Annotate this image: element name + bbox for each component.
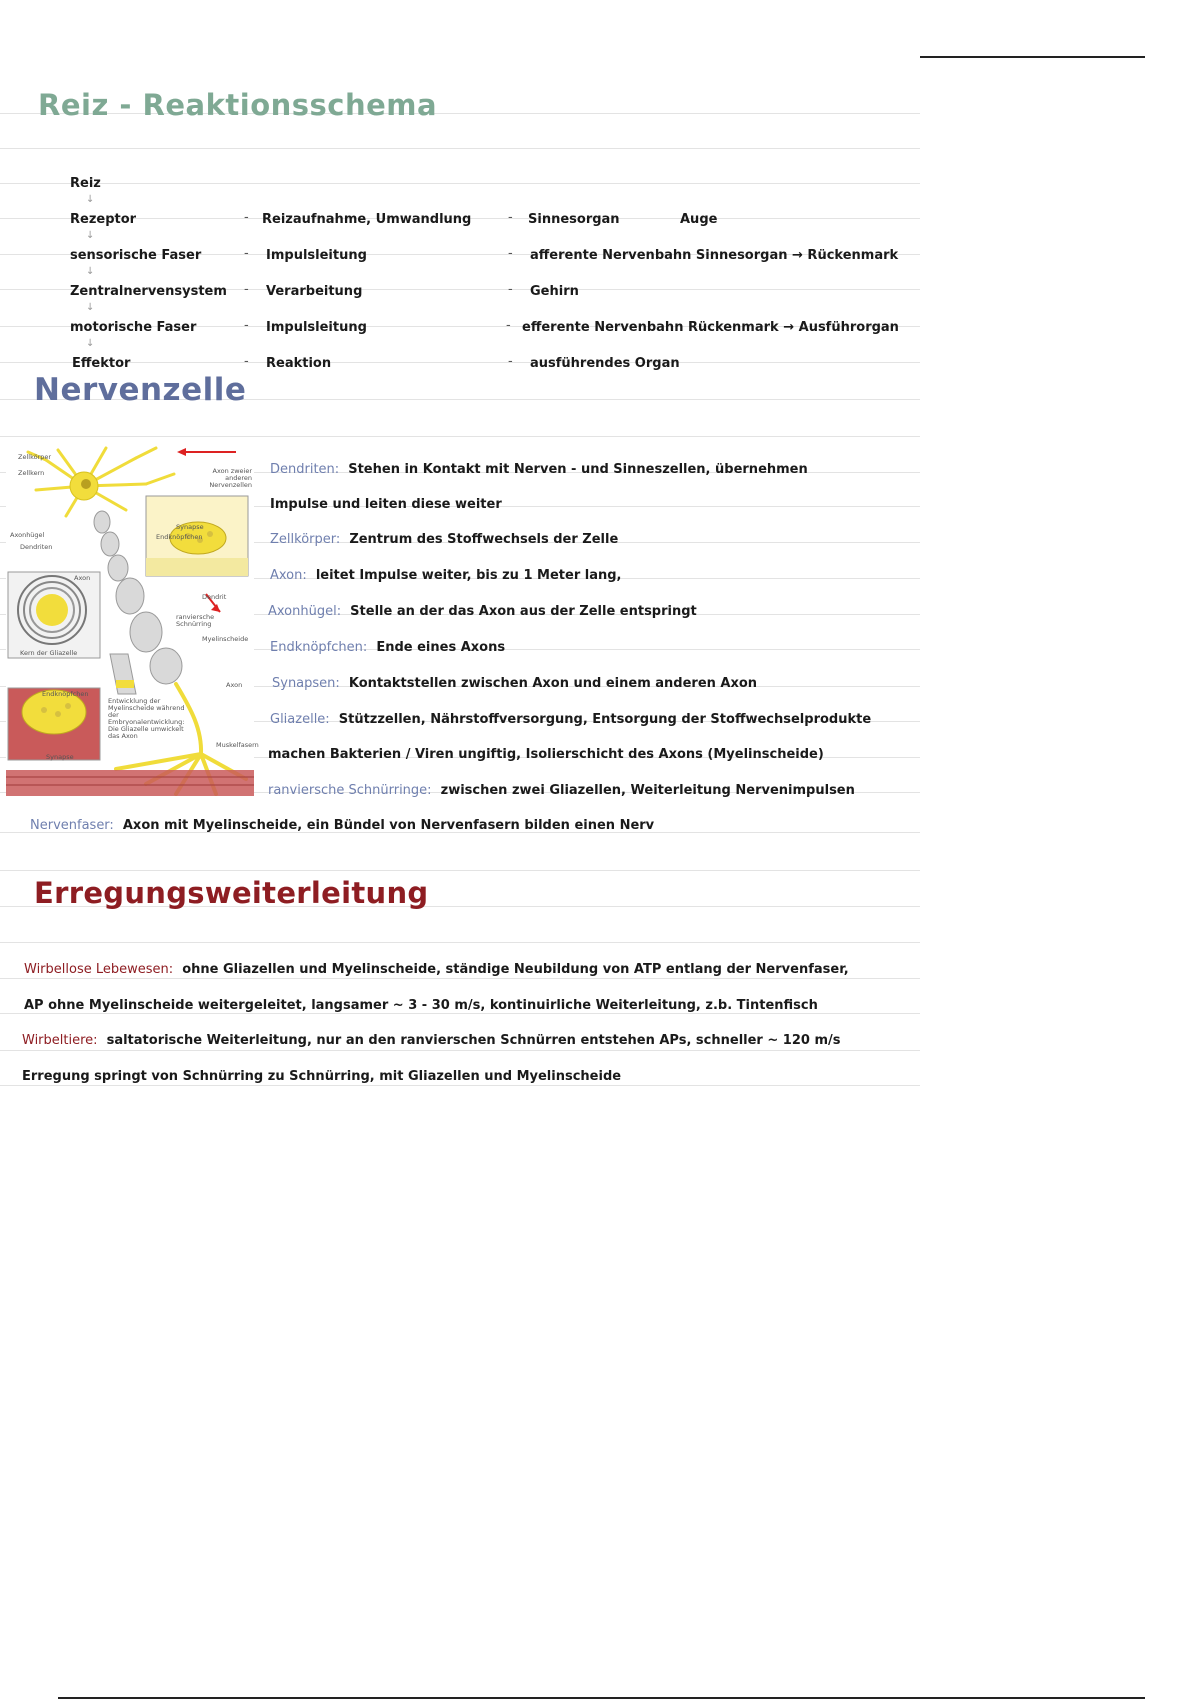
chain-label: motorische Faser [70, 320, 197, 335]
dash-icon: - [244, 282, 249, 297]
figure-label: Endknöpfchen [42, 690, 89, 698]
figure-label: Entwicklung der Myelinscheide während der Embryonalentwicklung: Die Gliazelle umwickelt das Axon [108, 697, 185, 740]
erregung-text: Erregung springt von Schnürring zu Schnürring, mit Gliazellen und Myelinscheide [22, 1069, 622, 1084]
erregung-line [24, 998, 818, 1014]
definition-term: ranviersche Schnürringe: [268, 783, 432, 798]
definition-text: zwischen zwei Gliazellen, Weiterleitung Nervenimpulsen [440, 783, 855, 798]
chain-desc: Impulsleitung [266, 320, 367, 335]
figure-label: Dendriten [20, 543, 53, 551]
definition-text: Impulse und leiten diese weiter [270, 497, 502, 512]
chain-detail: afferente Nervenbahn Sinnesorgan → Rückenmark [530, 248, 899, 263]
definition-term: Zellkörper: [270, 532, 341, 547]
figure-label: Axonhügel [10, 531, 45, 539]
definition-row [268, 783, 855, 799]
definition-text: Kontaktstellen zwischen Axon und einem anderen Axon [348, 676, 758, 691]
chain-detail: efferente Nervenbahn Rückenmark → Ausführorgan [522, 320, 899, 335]
figure-label: Muskelfasern [216, 741, 259, 749]
erregung-term: Wirbellose Lebewesen: [24, 962, 174, 977]
chain-extra: Auge [680, 212, 718, 227]
nervenfaser-row [30, 818, 654, 834]
bottom-rule [58, 1697, 1145, 1699]
dash-icon: - [508, 210, 513, 225]
dash-icon: - [508, 282, 513, 297]
definition-row [272, 676, 757, 692]
chain-detail: Gehirn [530, 284, 579, 299]
definition-text: Axon mit Myelinscheide, ein Bündel von Nervenfasern bilden einen Nerv [122, 818, 655, 833]
erregung-text: ohne Gliazellen und Myelinscheide, ständige Neubildung von ATP entlang der Nervenfaser, [182, 962, 849, 977]
chain-desc: Verarbeitung [266, 284, 363, 299]
definition-row [268, 604, 697, 620]
definition-term: Nervenfaser: [30, 818, 114, 833]
erregung-line [22, 1033, 840, 1049]
chain-desc: Impulsleitung [266, 248, 367, 263]
chain-label: Zentralnervensystem [70, 284, 227, 299]
section-title-erregungsweiterleitung: Erregungsweiterleitung [34, 876, 429, 910]
down-arrow-icon: ↓ [86, 230, 95, 241]
definition-row [270, 568, 621, 584]
dash-icon: - [508, 354, 513, 369]
section-title-reiz-reaktionsschema: Reiz - Reaktionsschema [38, 88, 438, 122]
figure-label: ranviersche Schnürring [176, 613, 215, 628]
figure-label: Zellkern [18, 469, 45, 477]
neuron-figure [6, 444, 259, 796]
erregung-text: AP ohne Myelinscheide weitergeleitet, langsamer ~ 3 - 30 m/s, kontinuirliche Weiterleitung, z.b. Tintenfisch [24, 998, 818, 1013]
top-rule [920, 56, 1145, 58]
figure-label: Synapse [46, 753, 74, 761]
definition-text: leitet Impulse weiter, bis zu 1 Meter lang, [315, 568, 622, 583]
erregung-term: Wirbeltiere: [22, 1033, 98, 1048]
definition-text: Zentrum des Stoffwechsels der Zelle [349, 532, 619, 547]
chain-label: Effektor [72, 356, 131, 371]
dash-icon: - [244, 246, 249, 261]
definition-row [270, 640, 505, 656]
figure-label: Zellkörper [18, 453, 52, 461]
dash-icon: - [244, 210, 249, 225]
figure-label: Kern der Gliazelle [20, 649, 78, 657]
definition-row [270, 712, 871, 728]
erregung-line [24, 962, 849, 978]
down-arrow-icon: ↓ [86, 338, 95, 349]
dash-icon: - [508, 246, 513, 261]
figure-label: Axon [74, 574, 91, 582]
down-arrow-icon: ↓ [86, 302, 95, 313]
dash-icon: - [244, 318, 249, 333]
chain-label: Rezeptor [70, 212, 137, 227]
chain-desc: Reizaufnahme, Umwandlung [262, 212, 472, 227]
definition-term: Endknöpfchen: [270, 640, 368, 655]
down-arrow-icon: ↓ [86, 194, 95, 205]
figure-label: Axon [226, 681, 243, 689]
down-arrow-icon: ↓ [86, 266, 95, 277]
definition-row [268, 747, 824, 763]
definition-row [270, 497, 502, 513]
definition-term: Gliazelle: [270, 712, 330, 727]
chain-label: sensorische Faser [70, 248, 202, 263]
dash-icon: - [244, 354, 249, 369]
figure-label: Endknöpfchen [156, 533, 203, 541]
definition-term: Synapsen: [272, 676, 340, 691]
definition-row [270, 462, 808, 478]
section-title-nervenzelle: Nervenzelle [34, 372, 247, 408]
definition-text: Ende eines Axons [376, 640, 506, 655]
figure-label: Axon zweier anderen Nervenzellen [209, 467, 252, 489]
chain-desc: Reaktion [266, 356, 332, 371]
figure-label: Dendrit [202, 593, 227, 601]
definition-text: Stützzellen, Nährstoffversorgung, Entsorgung der Stoffwechselprodukte [338, 712, 872, 727]
chain-label: Reiz [70, 176, 101, 191]
figure-label: Myelinscheide [202, 635, 249, 643]
figure-label: Synapse [176, 523, 204, 531]
definition-term: Axonhügel: [268, 604, 342, 619]
definition-text: Stelle an der das Axon aus der Zelle entspringt [350, 604, 697, 619]
definition-text: Stehen in Kontakt mit Nerven - und Sinneszellen, übernehmen [348, 462, 808, 477]
definition-term: Dendriten: [270, 462, 340, 477]
dash-icon: - [506, 318, 511, 333]
erregung-line [22, 1069, 621, 1085]
definition-text: machen Bakterien / Viren ungiftig, Isolierschicht des Axons (Myelinscheide) [268, 747, 824, 762]
erregung-text: saltatorische Weiterleitung, nur an den ranvierschen Schnürren entstehen APs, schneller ~ 120 m/s [106, 1033, 841, 1048]
chain-detail: ausführendes Organ [530, 356, 680, 371]
definition-row [270, 532, 618, 548]
definition-term: Axon: [270, 568, 307, 583]
chain-detail: Sinnesorgan [528, 212, 620, 227]
